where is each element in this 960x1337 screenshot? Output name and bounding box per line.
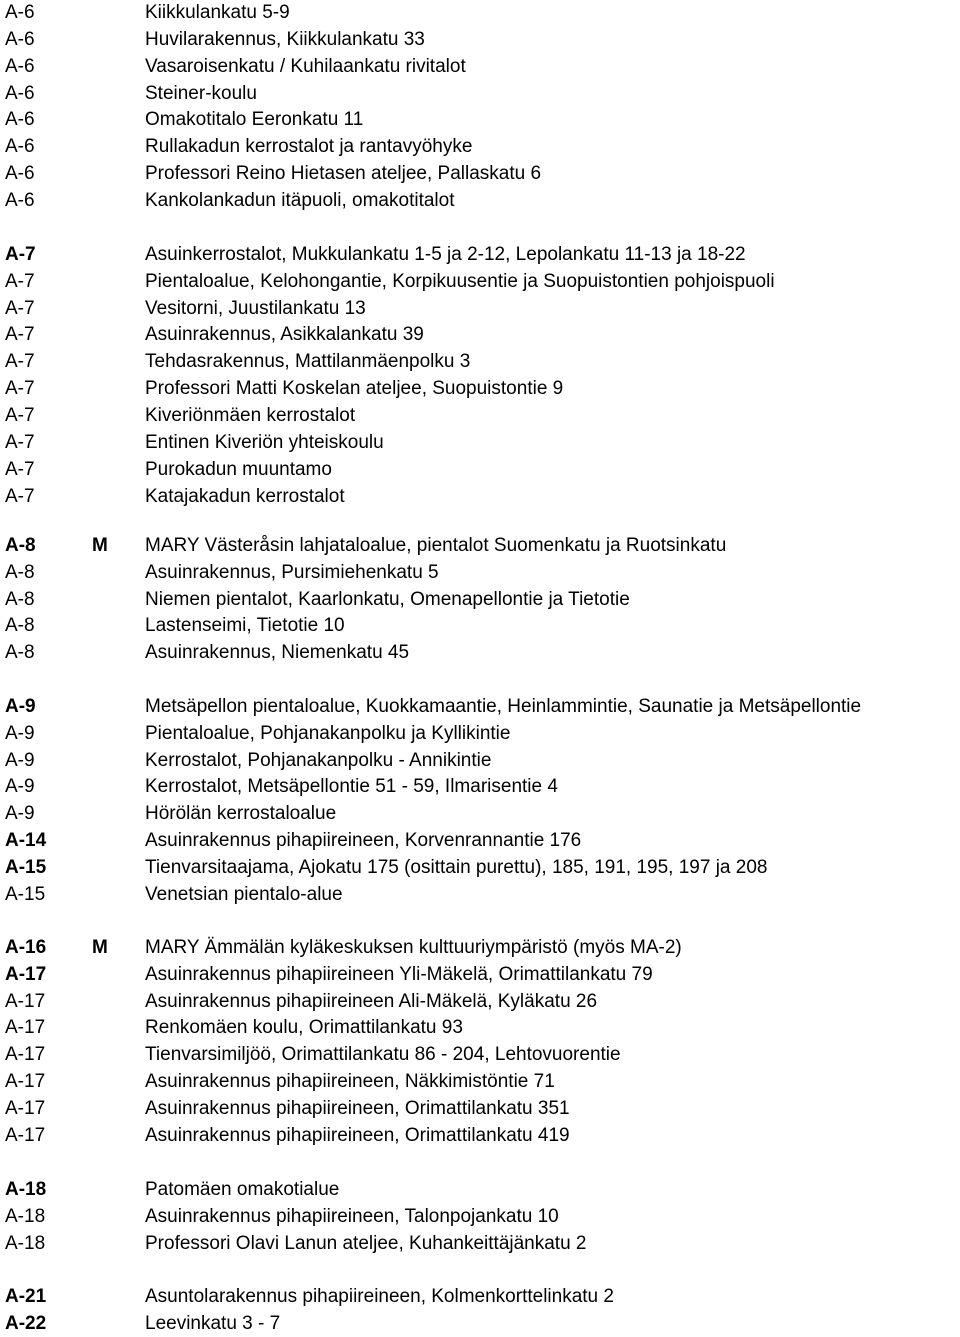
area-description: Kankolankadun itäpuoli, omakotitalot (145, 190, 455, 211)
area-description: Asuinrakennus pihapiireineen, Talonpojankatu 10 (145, 1206, 559, 1227)
area-description: Asuinrakennus pihapiireineen Ali-Mäkelä, Kyläkatu 26 (145, 991, 598, 1012)
list-row (0, 296, 960, 322)
area-description: Professori Matti Koskelan ateljee, Suopuistontie 9 (145, 378, 564, 399)
area-description: Asuinrakennus, Niemenkatu 45 (145, 642, 410, 663)
list-row (0, 882, 960, 908)
area-code: A-17 (5, 991, 46, 1012)
area-code: A-6 (5, 190, 35, 211)
list-row (0, 1096, 960, 1122)
list-row (0, 242, 960, 268)
area-description: Steiner-koulu (145, 83, 257, 104)
area-code: A-6 (5, 109, 35, 130)
list-row (0, 161, 960, 187)
list-row (0, 1177, 960, 1203)
area-description: Tienvarsitaajama, Ajokatu 175 (osittain purettu), 185, 191, 195, 197 ja 208 (145, 857, 768, 878)
list-row (0, 0, 960, 26)
list-row (0, 774, 960, 800)
area-code: A-17 (5, 1071, 46, 1092)
list-row (0, 349, 960, 375)
area-description: Kerrostalot, Metsäpellontie 51 - 59, Ilmarisentie 4 (145, 776, 558, 797)
list-row (0, 640, 960, 666)
list-row (0, 27, 960, 53)
area-code: A-7 (5, 378, 35, 399)
list-row (0, 989, 960, 1015)
list-row (0, 1015, 960, 1041)
area-description: Renkomäen koulu, Orimattilankatu 93 (145, 1017, 463, 1038)
area-code: A-6 (5, 29, 35, 50)
area-code: A-9 (5, 750, 35, 771)
area-description: Kerrostalot, Pohjanakanpolku - Annikintie (145, 750, 492, 771)
area-description: Vesitorni, Juustilankatu 13 (145, 298, 366, 319)
area-code: A-6 (5, 136, 35, 157)
area-description: Leevinkatu 3 - 7 (145, 1313, 281, 1334)
list-row (0, 188, 960, 214)
area-description: Huvilarakennus, Kiikkulankatu 33 (145, 29, 425, 50)
list-row (0, 1042, 960, 1068)
area-description: Purokadun muuntamo (145, 459, 332, 480)
area-description: Pientaloalue, Kelohongantie, Korpikuusentie ja Suopuistontien pohjoispuoli (145, 271, 775, 292)
area-description: Professori Olavi Lanun ateljee, Kuhankeittäjänkatu 2 (145, 1233, 587, 1254)
area-description: Lastenseimi, Tietotie 10 (145, 615, 345, 636)
area-description: Venetsian pientalo-alue (145, 884, 343, 905)
area-code: A-7 (5, 244, 36, 265)
area-description: Asuinrakennus pihapiireineen, Orimattilankatu 351 (145, 1098, 570, 1119)
list-row (0, 587, 960, 613)
area-code: A-7 (5, 298, 35, 319)
area-code: A-15 (5, 884, 46, 905)
area-code: A-8 (5, 589, 35, 610)
area-description: Omakotitalo Eeronkatu 11 (145, 109, 364, 130)
area-description: Patomäen omakotialue (145, 1179, 340, 1200)
area-description: Pientaloalue, Pohjanakanpolku ja Kyllikintie (145, 723, 511, 744)
area-code: A-18 (5, 1206, 46, 1227)
list-row (0, 613, 960, 639)
area-code: A-18 (5, 1179, 47, 1200)
area-code: A-7 (5, 432, 35, 453)
area-code: A-17 (5, 1125, 46, 1146)
mary-marker: M (92, 937, 108, 958)
list-row (0, 1311, 960, 1337)
list-row (0, 134, 960, 160)
area-description: Metsäpellon pientaloalue, Kuokkamaantie, Heinlammintie, Saunatie ja Metsäpellontie (145, 696, 862, 717)
area-description: Rullakadun kerrostalot ja rantavyöhyke (145, 136, 473, 157)
area-description: Kiveriönmäen kerrostalot (145, 405, 356, 426)
area-description: Hörölän kerrostaloalue (145, 803, 337, 824)
list-row (0, 1123, 960, 1149)
area-code: A-17 (5, 1098, 46, 1119)
area-code: A-8 (5, 642, 35, 663)
area-code: A-17 (5, 964, 47, 985)
area-code: A-21 (5, 1286, 47, 1307)
area-code: A-18 (5, 1233, 46, 1254)
area-code: A-22 (5, 1313, 47, 1334)
area-code: A-7 (5, 486, 35, 507)
list-row (0, 403, 960, 429)
area-description: Asuinrakennus, Asikkalankatu 39 (145, 324, 424, 345)
list-row (0, 376, 960, 402)
area-code: A-15 (5, 857, 47, 878)
area-description: MARY Västeråsin lahjataloalue, pientalot Suomenkatu ja Ruotsinkatu (145, 535, 727, 556)
area-code: A-17 (5, 1044, 46, 1065)
list-row (0, 484, 960, 510)
area-code: A-6 (5, 56, 35, 77)
area-description: Asuinrakennus pihapiireineen, Orimattilankatu 419 (145, 1125, 570, 1146)
area-code: A-7 (5, 351, 35, 372)
area-code: A-7 (5, 324, 35, 345)
area-code: A-8 (5, 535, 36, 556)
list-row (0, 721, 960, 747)
list-row (0, 54, 960, 80)
area-code: A-9 (5, 723, 35, 744)
area-description: Vasaroisenkatu / Kuhilaankatu rivitalot (145, 56, 466, 77)
list-row (0, 801, 960, 827)
area-code: A-9 (5, 696, 36, 717)
area-description: Asuinrakennus pihapiireineen Yli-Mäkelä, Orimattilankatu 79 (145, 964, 653, 985)
list-row (0, 855, 960, 881)
list-row (0, 1284, 960, 1310)
area-description: Asuntolarakennus pihapiireineen, Kolmenkorttelinkatu 2 (145, 1286, 614, 1307)
area-code: A-9 (5, 803, 35, 824)
list-row (0, 269, 960, 295)
area-code: A-9 (5, 776, 35, 797)
list-row (0, 107, 960, 133)
area-description: Katajakadun kerrostalot (145, 486, 345, 507)
mary-marker: M (92, 535, 108, 556)
list-row (0, 533, 960, 559)
list-row (0, 935, 960, 961)
area-code: A-14 (5, 830, 47, 851)
list-row (0, 1069, 960, 1095)
area-description: MARY Ämmälän kyläkeskuksen kulttuuriympäristö (myös MA-2) (145, 937, 682, 958)
area-description: Professori Reino Hietasen ateljee, Pallaskatu 6 (145, 163, 542, 184)
area-code: A-6 (5, 83, 35, 104)
list-row (0, 81, 960, 107)
area-code: A-8 (5, 562, 35, 583)
list-row (0, 457, 960, 483)
list-row (0, 828, 960, 854)
area-code: A-7 (5, 459, 35, 480)
area-description: Asuinrakennus, Pursimiehenkatu 5 (145, 562, 439, 583)
area-description: Kiikkulankatu 5-9 (145, 2, 290, 23)
list-row (0, 560, 960, 586)
list-row (0, 430, 960, 456)
list-row (0, 962, 960, 988)
list-row (0, 1204, 960, 1230)
area-code: A-16 (5, 937, 47, 958)
area-description: Asuinrakennus pihapiireineen, Korvenrannantie 176 (145, 830, 582, 851)
area-code: A-6 (5, 2, 35, 23)
list-row (0, 748, 960, 774)
area-description: Asuinkerrostalot, Mukkulankatu 1-5 ja 2-12, Lepolankatu 11-13 ja 18-22 (145, 244, 746, 265)
area-description: Asuinrakennus pihapiireineen, Näkkimistöntie 71 (145, 1071, 555, 1092)
area-code: A-17 (5, 1017, 46, 1038)
area-code: A-7 (5, 405, 35, 426)
area-code: A-7 (5, 271, 35, 292)
list-row (0, 694, 960, 720)
area-description: Tienvarsimiljöö, Orimattilankatu 86 - 204, Lehtovuorentie (145, 1044, 621, 1065)
area-description: Tehdasrakennus, Mattilanmäenpolku 3 (145, 351, 471, 372)
area-description: Entinen Kiveriön yhteiskoulu (145, 432, 384, 453)
list-row (0, 1231, 960, 1257)
list-row (0, 322, 960, 348)
area-description: Niemen pientalot, Kaarlonkatu, Omenapellontie ja Tietotie (145, 589, 630, 610)
area-code: A-6 (5, 163, 35, 184)
area-code: A-8 (5, 615, 35, 636)
